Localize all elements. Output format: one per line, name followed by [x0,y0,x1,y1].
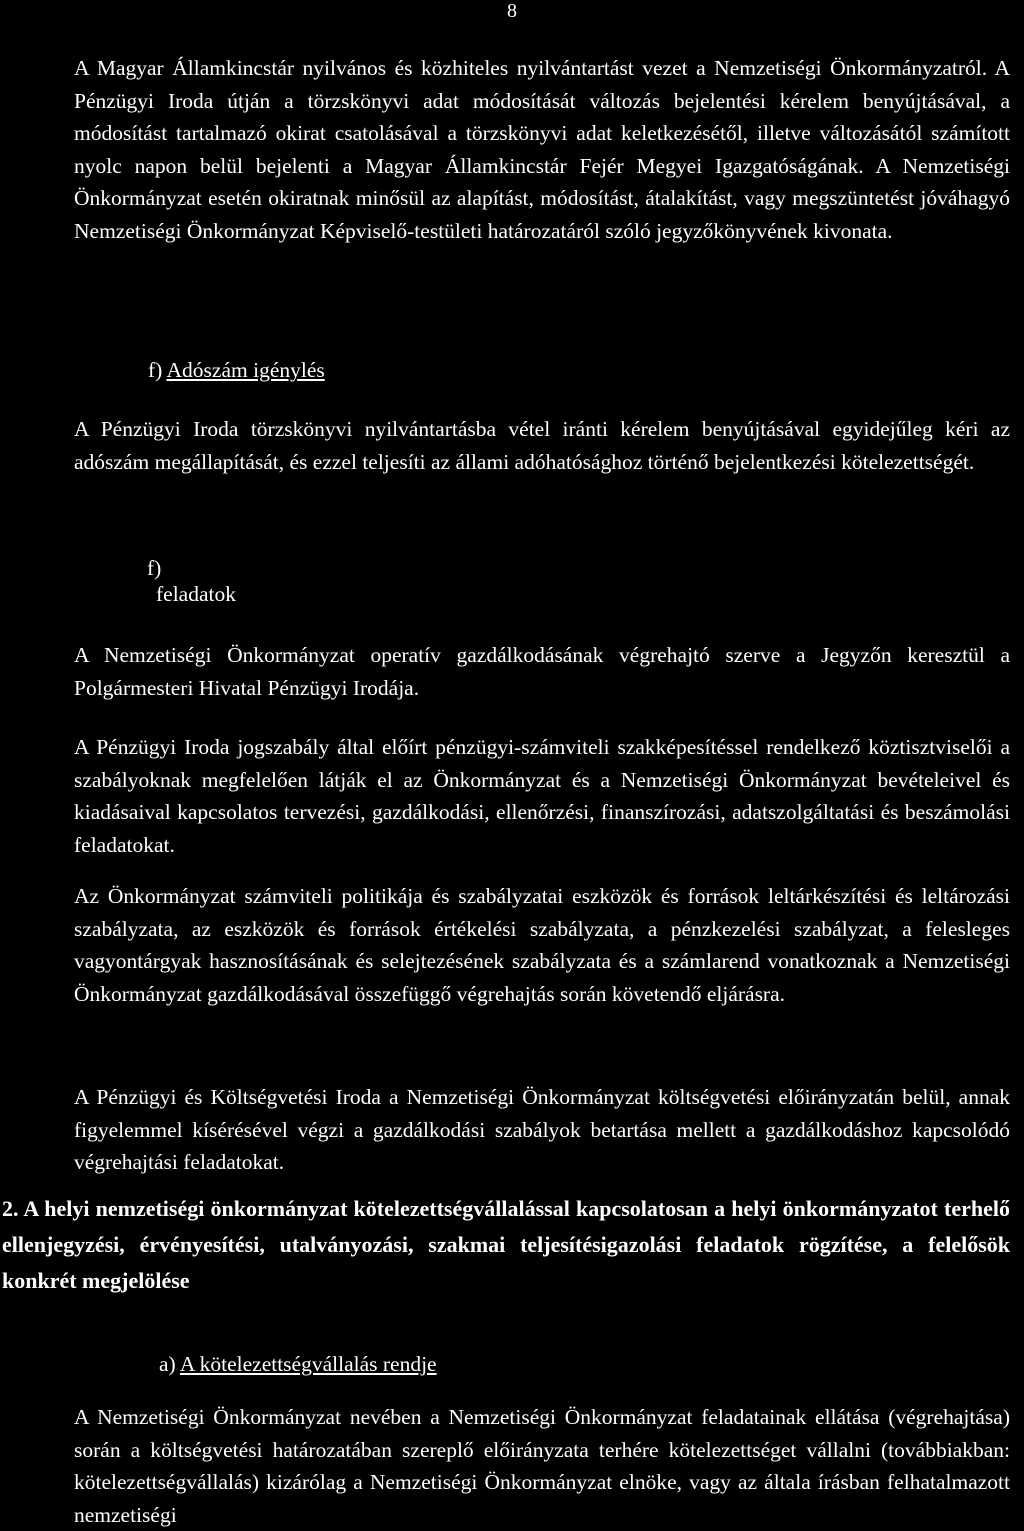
paragraph-budget-office: A Pénzügyi és Költségvetési Iroda a Nemzetiségi Önkormányzat költségvetési előirányzatán belül, annak figyelemmel kísérésével végzi a gazdálkodási szabályok betartása mellett a gazdálkodáshoz kapcsolódó végrehajtási feladatokat. [74,1085,1010,1174]
subheading-tax-number [148,356,325,384]
section-heading-2: 2. A helyi nemzetiségi önkormányzat kötelezettségvállalással kapcsolatosan a helyi önkormányzatot terhelő ellenjegyzési, érvényesítési, utalványozási, szakmai teljesítésigazolási feladatok rögzítése, a felelősök konkrét megjelölése [2,1196,1010,1293]
paragraph-operative-management: A Nemzetiségi Önkormányzat operatív gazdálkodásának végrehajtó szerve a Jegyzőn keresztül a Polgármesteri Hivatal Pénzügyi Irodája. [74,643,1010,700]
subheading-prefix: f) [148,358,167,382]
paragraph-finance-office: A Pénzügyi Iroda jogszabály által előírt pénzügyi-számviteli szakképesítéssel rendelkező köztisztviselői a szabályoknak megfelelően látják el az Önkormányzat és a Nemzetiségi Önkormányzat bevételeivel és kiadásaival kapcsolatos tervezési, gazdálkodási, ellenőrzési, finanszírozási, adatszolgáltatási és beszámolási feladatokat. [74,735,1010,857]
subheading-commitment-order [159,1350,437,1378]
paragraph-commitment: A Nemzetiségi Önkormányzat nevében a Nemzetiségi Önkormányzat feladatainak ellátása (végrehajtása) során a költségvetési határozatában szereplő előirányzata terhére kötelezettséget vállalni (továbbiakban: kötelezettségvállalás) kizárólag a Nemzetiségi Önkormányzat elnöke, vagy az általa írásban felhatalmazott nemzetiségi [74,1405,1010,1527]
paragraph-treasury-registry: A Magyar Államkincstár nyilvános és közhiteles nyilvántartást vezet a Nemzetiségi Önkormányzatról. A Pénzügyi Iroda útján a törzskönyvi adat módosítását változás bejelentési kérelem benyújtásával, a módosítást tartalmazó okirat csatolásával a törzskönyvi adat keletkezésétől, illetve változásától számított nyolc napon belül bejelenti a Magyar Államkincstár Fejér Megyei Igazgatóságának. A Nemzetiségi Önkormányzat esetén okiratnak minősül az alapítást, módosítást, átalakítást, vagy megszüntetést jóváhagyó Nemzetiségi Önkormányzat Képviselő-testületi határozatáról szóló jegyzőkönyvének kivonata. [74,56,1010,243]
page-number: 8 [507,0,517,22]
subheading-tasks: feladatok [156,582,236,606]
subheading-prefix: a) [159,1352,180,1376]
subheading-f-marker: f) [147,556,162,580]
paragraph-tax-number: A Pénzügyi Iroda törzskönyvi nyilvántartásba vétel iránti kérelem benyújtásával egyidejűleg kéri az adószám megállapítását, és ezzel teljesíti az állami adóhatósághoz történő bejelentkezési kötelezettségét. [74,417,1010,474]
subheading-title: Adószám igénylés [166,358,325,382]
paragraph-accounting-policy: Az Önkormányzat számviteli politikája és szabályzatai eszközök és források leltárkészítési és leltározási szabályzata, az eszközök és források értékelési szabályzata, a pénzkezelési szabályzat, a felesleges vagyontárgyak hasznosításának és selejtezésének szabályzata és a számlarend vonatkoznak a Nemzetiségi Önkormányzat gazdálkodásával összefüggő végrehajtás során követendő eljárásra. [74,884,1010,1006]
subheading-title: A kötelezettségvállalás rendje [179,1352,437,1376]
